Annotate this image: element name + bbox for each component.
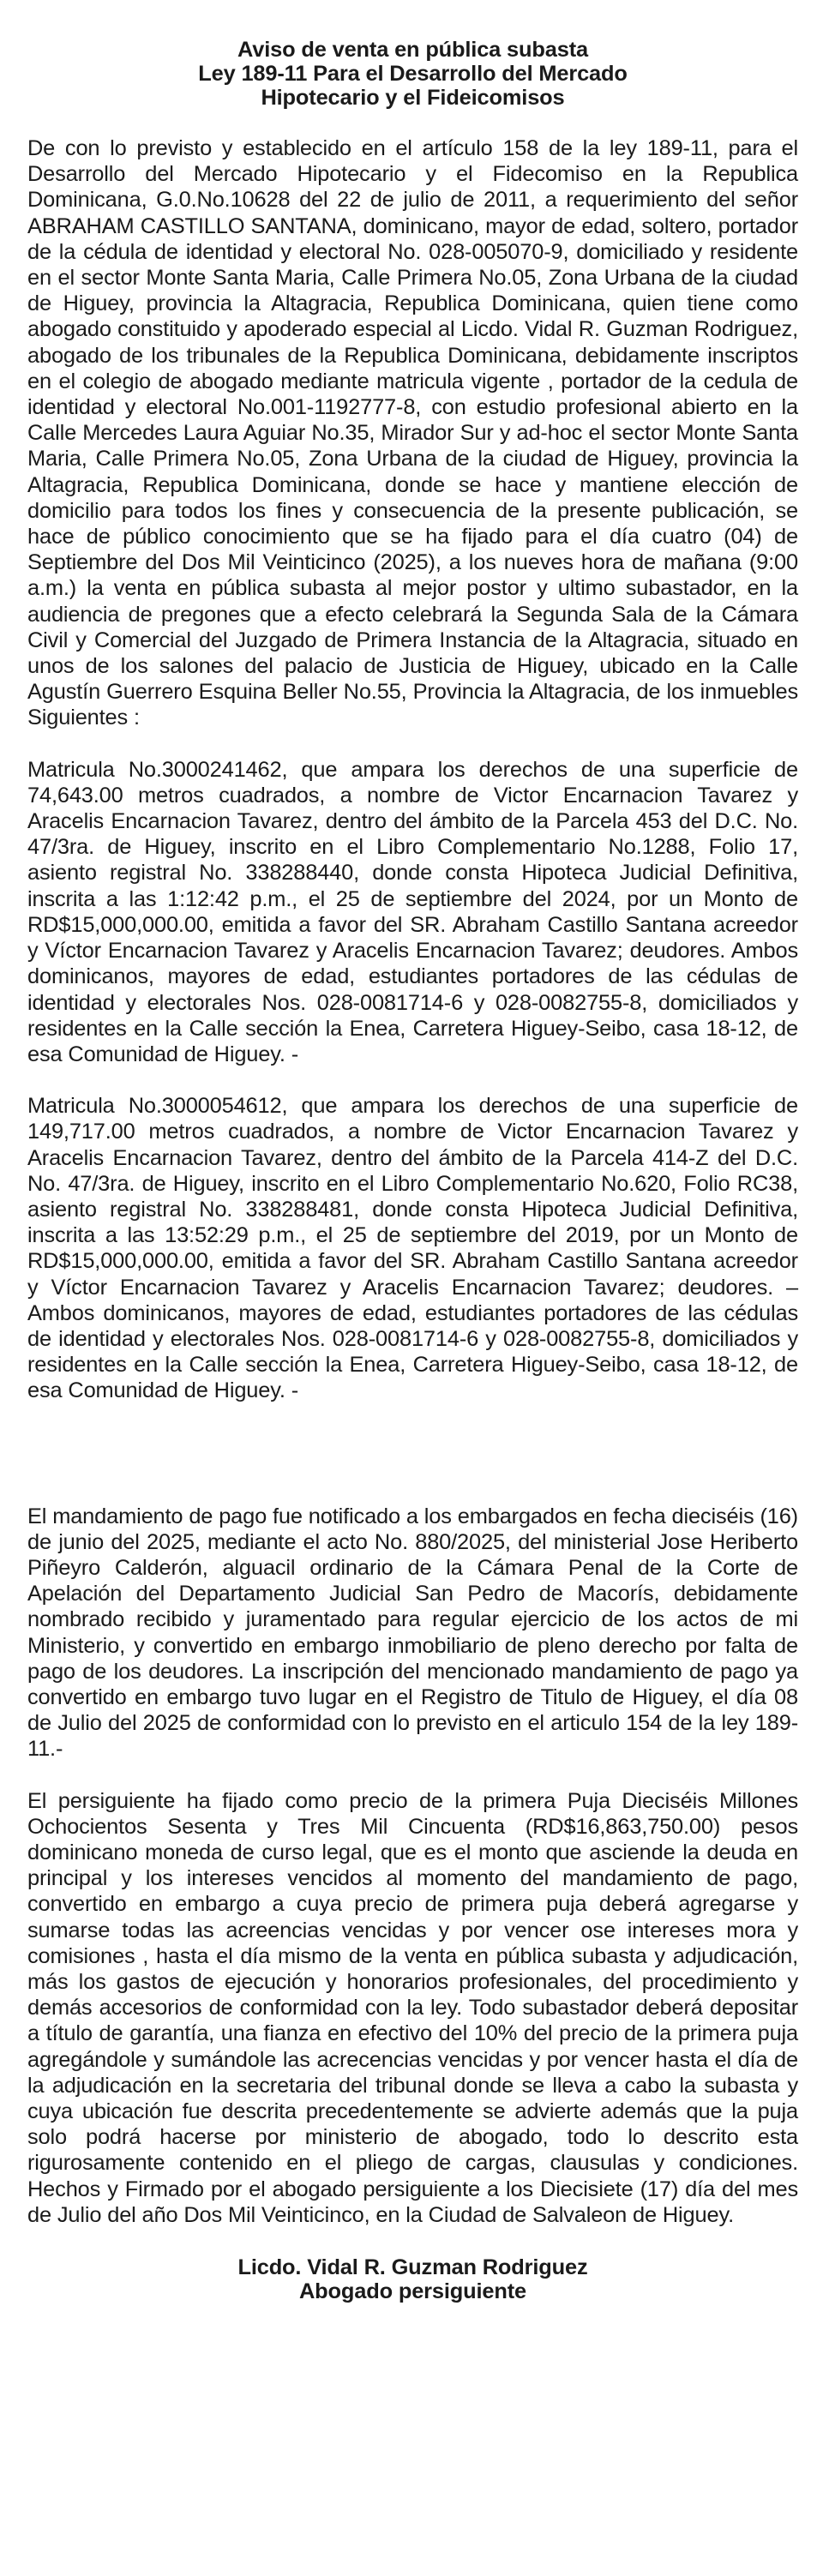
spacer bbox=[27, 1404, 798, 1504]
signature-role: Abogado persiguiente bbox=[298, 2279, 527, 2304]
signature-name: Licdo. Vidal R. Guzman Rodriguez bbox=[237, 2255, 588, 2280]
spacer bbox=[27, 731, 798, 757]
notice-title-line-1: Aviso de venta en pública subasta bbox=[237, 38, 588, 62]
spacer bbox=[27, 1762, 798, 1788]
notice-title-line-3: Hipotecario y el Fideicomisos bbox=[261, 86, 565, 110]
payment-order-paragraph: El mandamiento de pago fue notificado a los embargados en fecha dieciséis (16) de junio del 2025, mediante el acto No. 880/2025, del ministerial Jose Heriberto Piñeyro Calderón, alguacil ordinario de la Cámara Penal de la Corte de Apelación del Departamento Judicial San Pedro de Macorís, debidamente nombrado recibido y juramentado para regular ejercicio de los actos de mi Ministerio, y convertido en embargo inmobiliario de pleno derecho por falta de pago de los deudores. La inscripción del mencionado mandamiento de pago ya convertido en embargo tuvo lugar en el Registro de Titulo de Higuey, el día 08 de Julio del 2025 de conformidad con lo previsto en el articulo 154 de la ley 189-11.- bbox=[27, 1504, 798, 1762]
spacer bbox=[27, 2228, 798, 2255]
spacer bbox=[27, 1067, 798, 1093]
spacer bbox=[27, 110, 798, 135]
intro-paragraph: De con lo previsto y establecido en el artículo 158 de la ley 189-11, para el Desarrollo del Mercado Hipotecario y el Fidecomiso en la Republica Dominicana, G.0.No.10628 del 22 de julio de 2011, a requerimiento del señor ABRAHAM CASTILLO SANTANA, dominicano, mayor de edad, soltero, portador de la cédula de identidad y electoral No. 028-005070-9, domiciliado y residente en el sector Monte Santa Maria, Calle Primera No.05, Zona Urbana de la ciudad de Higuey, provincia la Altagracia, Republica Dominicana, quien tiene como abogado constituido y apoderado especial al Licdo. Vidal R. Guzman Rodriguez, abogado de los tribunales de la Republica Dominicana, debidamente inscriptos en el colegio de abogado mediante matricula vigente , portador de la cedula de identidad y electoral No.001-1192777-8, con estudio profesional abierto en la Calle Mercedes Laura Aguiar No.35, Mirador Sur y ad-hoc el sector Monte Santa Maria, Calle Primera No.05, Zona Urbana de la ciudad de Higuey, provincia la Altagracia, Republica Dominicana, donde se hace y mantiene elección de domicilio para todos los fines y consecuencia de la presente publicación, se hace de público conocimiento que se ha fijado para el día cuatro (04) de Septiembre del Dos Mil Veinticinco (2025), a los nueves hora de mañana (9:00 a.m.) la venta en pública subasta al mejor postor y ultimo subastador, en la audiencia de pregones que a efecto celebrará la Segunda Sala de la Cámara Civil y Comercial del Juzgado de Primera Instancia de la Altagracia, situado en unos de los salones del palacio de Justicia de Higuey, ubicado en la Calle Agustín Guerrero Esquina Beller No.55, Provincia la Altagracia, de los inmuebles Siguientes : bbox=[27, 136, 798, 730]
price-paragraph: El persiguiente ha fijado como precio de la primera Puja Dieciséis Millones Ochocientos Sesenta y Tres Mil Cincuenta (RD$16,863,750.00) pesos dominicano moneda de curso legal, que es el monto que asciende la deuda en principal y los intereses vencidos al momento del mandamiento de pago, convertido en embargo a cuya precio de primera puja deberá agregarse y sumarse todas las acreencias vencidas y por vencer ose intereses mora y comisiones , hasta el día mismo de la venta en pública subasta y adjudicación, más los gastos de ejecución y honorarios profesionales, del procedimiento y demás accesorios de conformidad con la ley. Todo subastador deberá depositar a título de garantía, una fianza en efectivo del 10% del precio de la primera puja agregándole y sumándole las acrecencias vencidas y por vencer hasta el día de la adjudicación en la secretaria del tribunal donde se lleva a cabo la subasta y cuya ubicación fue descrita precedentemente se advierte además que la puja solo podrá hacerse por ministerio de abogado, todo lo descrito esta rigurosamente contenido en el pliego de cargas, clausulas y condiciones. Hechos y Firmado por el abogado persiguiente a los Diecisiete (17) día del mes de Julio del año Dos Mil Veinticinco, en la Ciudad de Salvaleon de Higuey. bbox=[27, 1788, 798, 2227]
notice-title-line-2: Ley 189-11 Para el Desarrollo del Mercado bbox=[198, 62, 628, 86]
property-paragraph-2: Matricula No.3000054612, que ampara los derechos de una superficie de 149,717.00 metros cuadrados, a nombre de Victor Encarnacion Tavarez y Aracelis Encarnacion Tavarez, dentro del ámbito de la Parcela 414-Z del D.C. No. 47/3ra. de Higuey, inscrito en el Libro Complementario No.620, Folio RC38, asiento registral No. 338288481, donde consta Hipoteca Judicial Definitiva, inscrita a las 13:52:29 p.m., el 25 de septiembre del 2019, por un Monto de RD$15,000,000.00, emitida a favor del SR. Abraham Castillo Santana acreedor y Víctor Encarnacion Tavarez y Aracelis Encarnacion Tavarez; deudores. – Ambos dominicanos, mayores de edad, estudiantes portadores de las cédulas de identidad y electorales Nos. 028-0081714-6 y 028-0082755-8, domiciliados y residentes en la Calle sección la Enea, Carretera Higuey-Seibo, casa 18-12, de esa Comunidad de Higuey. - bbox=[27, 1094, 798, 1403]
property-paragraph-1: Matricula No.3000241462, que ampara los derechos de una superficie de 74,643.00 metros cuadrados, a nombre de Victor Encarnacion Tavarez y Aracelis Encarnacion Tavarez, dentro del ámbito de la Parcela 453 del D.C. No. 47/3ra. de Higuey, inscrito en el Libro Complementario No.1288, Folio 17, asiento registral No. 338288440, donde consta Hipoteca Judicial Definitiva, inscrita a las 1:12:42 p.m., el 25 de septiembre del 2024, por un Monto de RD$15,000,000.00, emitida a favor del SR. Abraham Castillo Santana acreedor y Víctor Encarnacion Tavarez y Aracelis Encarnacion Tavarez; deudores. Ambos dominicanos, mayores de edad, estudiantes portadores de las cédulas de identidad y electorales Nos. 028-0081714-6 y 028-0082755-8, domiciliados y residentes en la Calle sección la Enea, Carretera Higuey-Seibo, casa 18-12, de esa Comunidad de Higuey. - bbox=[27, 757, 798, 1066]
